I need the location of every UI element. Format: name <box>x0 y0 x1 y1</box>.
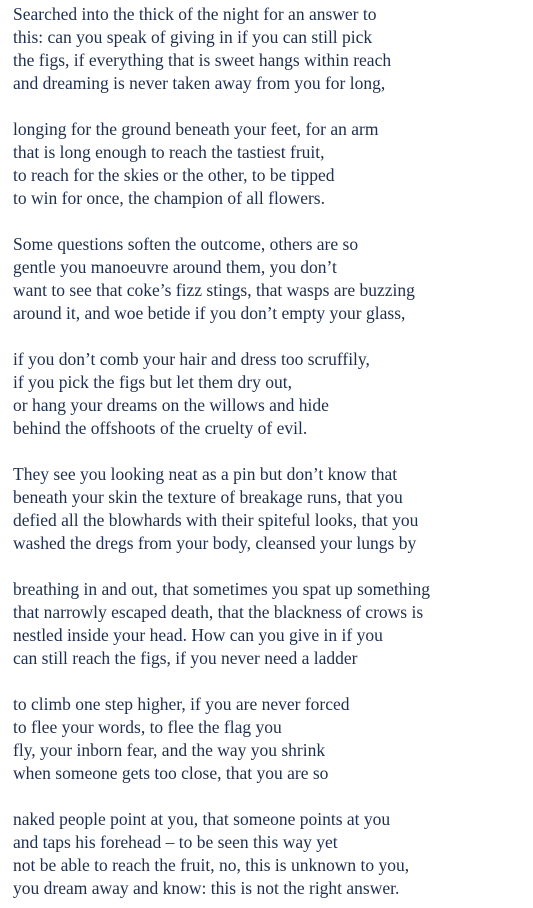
poem-line: beneath your skin the texture of breakage runs, that you <box>13 487 403 507</box>
stanza-7 <box>13 693 528 785</box>
poem-line: defied all the blowhards with their spiteful looks, that you <box>13 510 419 530</box>
stanza-1 <box>13 3 528 95</box>
poem-line: naked people point at you, that someone points at you <box>13 809 391 829</box>
poem-line: fly, your inborn fear, and the way you shrink <box>13 740 326 760</box>
poem-line: if you don’t comb your hair and dress too scruffily, <box>13 349 370 369</box>
poem-line: and dreaming is never taken away from you for long, <box>13 73 386 93</box>
poem-line: to reach for the skies or the other, to be tipped <box>13 165 335 185</box>
poem-line: to win for once, the champion of all flowers. <box>13 188 325 208</box>
poem-line: nestled inside your head. How can you give in if you <box>13 625 383 645</box>
poem-line: not be able to reach the fruit, no, this is unknown to you, <box>13 855 410 875</box>
stanza-5 <box>13 463 528 555</box>
poem-line: that is long enough to reach the tastiest fruit, <box>13 142 325 162</box>
poem-line: to climb one step higher, if you are never forced <box>13 694 350 714</box>
poem-text <box>13 3 528 900</box>
poem-line: that narrowly escaped death, that the blackness of crows is <box>13 602 424 622</box>
stanza-6 <box>13 578 528 670</box>
poem-line: around it, and woe betide if you don’t empty your glass, <box>13 303 406 323</box>
poem-line: behind the offshoots of the cruelty of evil. <box>13 418 308 438</box>
poem-line: and taps his forehead – to be seen this way yet <box>13 832 338 852</box>
poem-line: to flee your words, to flee the flag you <box>13 717 282 737</box>
poem-line: Some questions soften the outcome, others are so <box>13 234 359 254</box>
poem-line: this: can you speak of giving in if you can still pick <box>13 27 373 47</box>
poem-line: the figs, if everything that is sweet hangs within reach <box>13 50 392 70</box>
poem-line: They see you looking neat as a pin but don’t know that <box>13 464 398 484</box>
poem-line: you dream away and know: this is not the right answer. <box>13 878 400 898</box>
stanza-3 <box>13 233 528 325</box>
stanza-8 <box>13 808 528 900</box>
stanza-4 <box>13 348 528 440</box>
poem-line: gentle you manoeuvre around them, you don’t <box>13 257 337 277</box>
poem-line: longing for the ground beneath your feet, for an arm <box>13 119 379 139</box>
poem-line: washed the dregs from your body, cleansed your lungs by <box>13 533 417 553</box>
stanza-2 <box>13 118 528 210</box>
poem-line: or hang your dreams on the willows and hide <box>13 395 329 415</box>
poem-line: Searched into the thick of the night for an answer to <box>13 4 377 24</box>
poem-line: if you pick the figs but let them dry out, <box>13 372 292 392</box>
poem-line: breathing in and out, that sometimes you spat up something <box>13 579 431 599</box>
poem-line: when someone gets too close, that you are so <box>13 763 329 783</box>
poem-line: want to see that coke’s fizz stings, that wasps are buzzing <box>13 280 415 300</box>
poem-line: can still reach the figs, if you never need a ladder <box>13 648 358 668</box>
